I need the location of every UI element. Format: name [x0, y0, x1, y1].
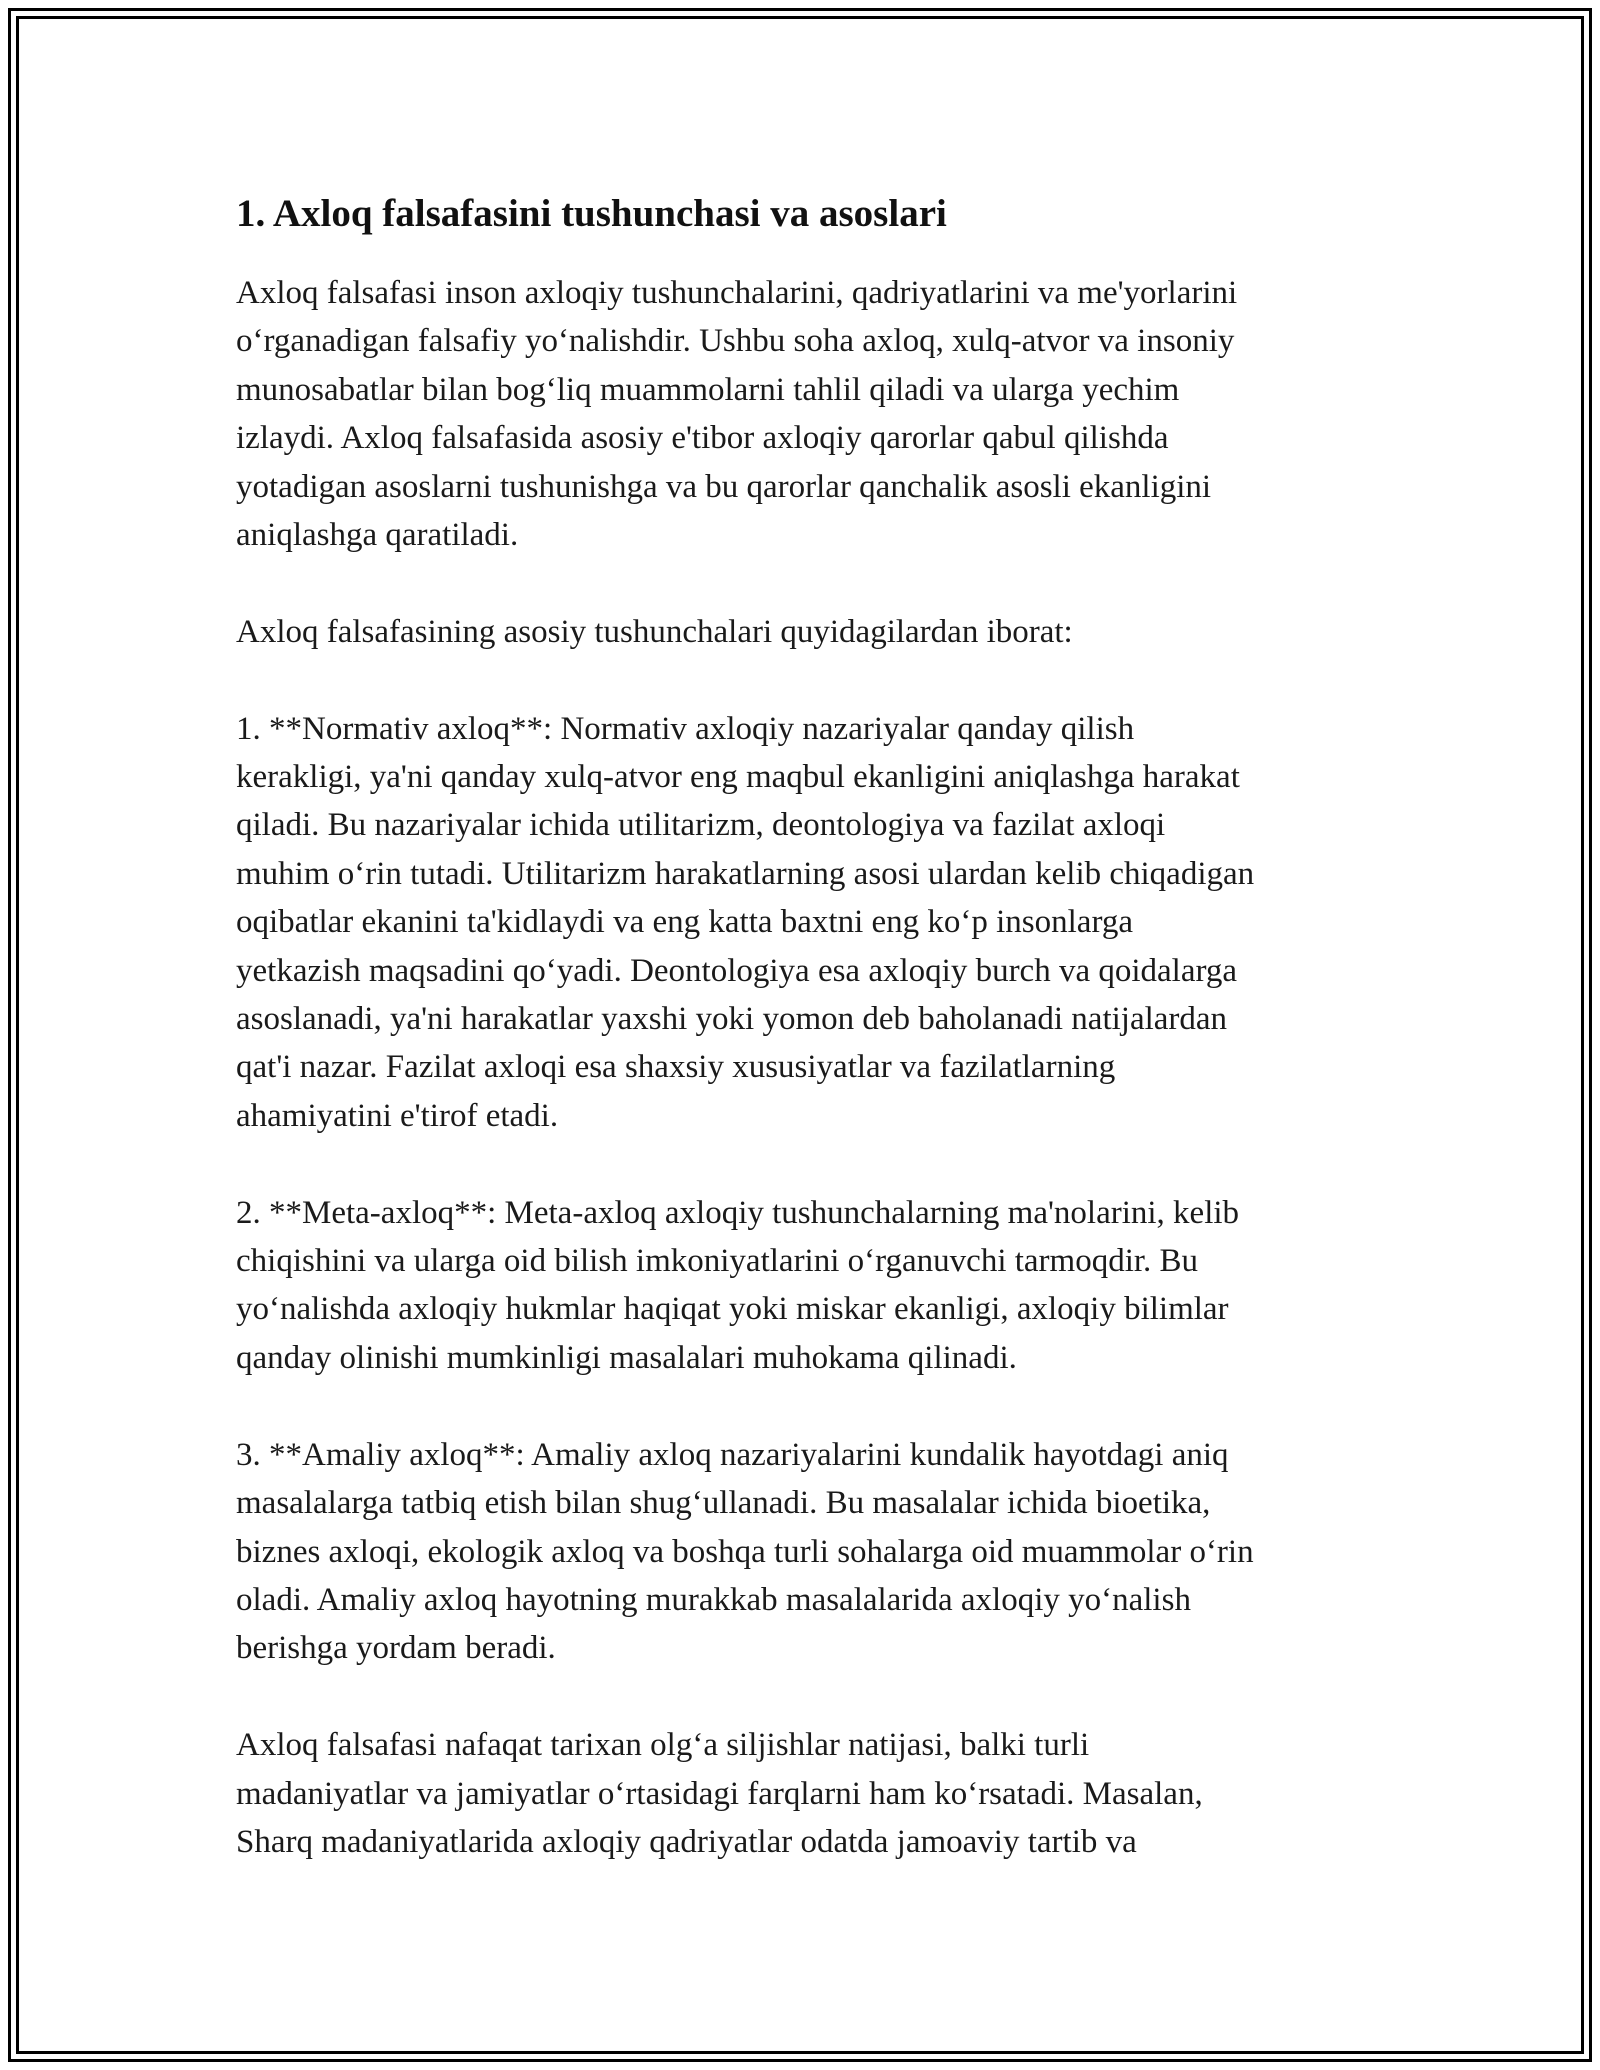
intro-paragraph: [236, 269, 1376, 559]
text-line: kerakligi, ya'ni qanday xulq-atvor eng maqbul ekanligini aniqlashga harakat: [236, 759, 1240, 796]
text-line: qanday olinishi mumkinligi masalalari muhokama qilinadi.: [236, 1339, 1017, 1376]
text-line: Axloq falsafasi nafaqat tarixan olg‘a siljishlar natijasi, balki turli: [236, 1727, 1090, 1764]
paragraph-gap: [236, 559, 1376, 607]
document-title: 1. Axloq falsafasini tushunchasi va asoslari: [236, 192, 947, 235]
text-line: izlaydi. Axloq falsafasida asosiy e'tibor axloqiy qarorlar qabul qilishda: [236, 420, 1169, 457]
text-line: Sharq madaniyatlarida axloqiy qadriyatlar odatda jamoaviy tartib va: [236, 1823, 1137, 1860]
normative-ethics-paragraph: [236, 705, 1376, 1141]
text-line: Axloq falsafasining asosiy tushunchalari quyidagilardan iborat:: [236, 613, 1073, 650]
text-line: oqibatlar ekanini ta'kidlaydi va eng katta baxtni eng ko‘p insonlarga: [236, 904, 1133, 941]
text-line: 2. **Meta-axloq**: Meta-axloq axloqiy tushunchalarning ma'nolarini, kelib: [236, 1194, 1240, 1231]
text-line: qat'i nazar. Fazilat axloqi esa shaxsiy xususiyatlar va fazilatlarning: [236, 1049, 1116, 1086]
closing-paragraph: [236, 1721, 1376, 1866]
text-line: oladi. Amaliy axloq hayotning murakkab masalalarida axloqiy yo‘nalish: [236, 1581, 1191, 1618]
text-line: yotadigan asoslarni tushunishga va bu qarorlar qanchalik asosli ekanligini: [236, 468, 1212, 505]
text-line: Axloq falsafasi inson axloqiy tushunchalarini, qadriyatlarini va me'yorlarini: [236, 275, 1238, 311]
text-line: yo‘nalishda axloqiy hukmlar haqiqat yoki miskar ekanligi, axloqiy bilimlar: [236, 1291, 1229, 1328]
paragraph-gap: [236, 1140, 1376, 1188]
text-line: o‘rganadigan falsafiy yo‘nalishdir. Ushbu soha axloq, xulq-atvor va insoniy: [236, 323, 1235, 360]
concepts-intro-paragraph: [236, 608, 1376, 656]
text-line: asoslanadi, ya'ni harakatlar yaxshi yoki yomon deb baholanadi natijalardan: [236, 1001, 1228, 1038]
text-line: qiladi. Bu nazariyalar ichida utilitarizm, deontologiya va fazilat axloqi: [236, 807, 1166, 844]
text-line: ahamiyatini e'tirof etadi.: [236, 1097, 559, 1134]
text-line: munosabatlar bilan bog‘liq muammolarni tahlil qiladi va ularga yechim: [236, 371, 1180, 408]
applied-ethics-paragraph: [236, 1431, 1376, 1673]
text-line: 3. **Amaliy axloq**: Amaliy axloq nazariyalarini kundalik hayotdagi aniq: [236, 1436, 1229, 1473]
meta-ethics-paragraph: [236, 1189, 1376, 1383]
text-line: biznes axloqi, ekologik axloq va boshqa turli sohalarga oid muammolar o‘rin: [236, 1533, 1254, 1570]
text-line: 1. **Normativ axloq**: Normativ axloqiy nazariyalar qanday qilish: [236, 710, 1135, 747]
text-line: madaniyatlar va jamiyatlar o‘rtasidagi farqlarni ham ko‘rsatadi. Masalan,: [236, 1775, 1203, 1812]
text-line: muhim o‘rin tutadi. Utilitarizm harakatlarning asosi ulardan kelib chiqadigan: [236, 855, 1255, 892]
text-line: masalalarga tatbiq etish bilan shug‘ullanadi. Bu masalalar ichida bioetika,: [236, 1485, 1211, 1522]
paragraph-gap: [236, 1382, 1376, 1430]
text-line: yetkazish maqsadini qo‘yadi. Deontologiya esa axloqiy burch va qoidalarga: [236, 952, 1238, 989]
text-line: chiqishini va ularga oid bilish imkoniyatlarini o‘rganuvchi tarmoqdir. Bu: [236, 1243, 1199, 1280]
paragraph-gap: [236, 656, 1376, 704]
text-line: aniqlashga qaratiladi.: [236, 517, 519, 554]
text-line: berishga yordam beradi.: [236, 1630, 556, 1667]
paragraph-gap: [236, 1673, 1376, 1721]
document-body: [236, 185, 1376, 1866]
